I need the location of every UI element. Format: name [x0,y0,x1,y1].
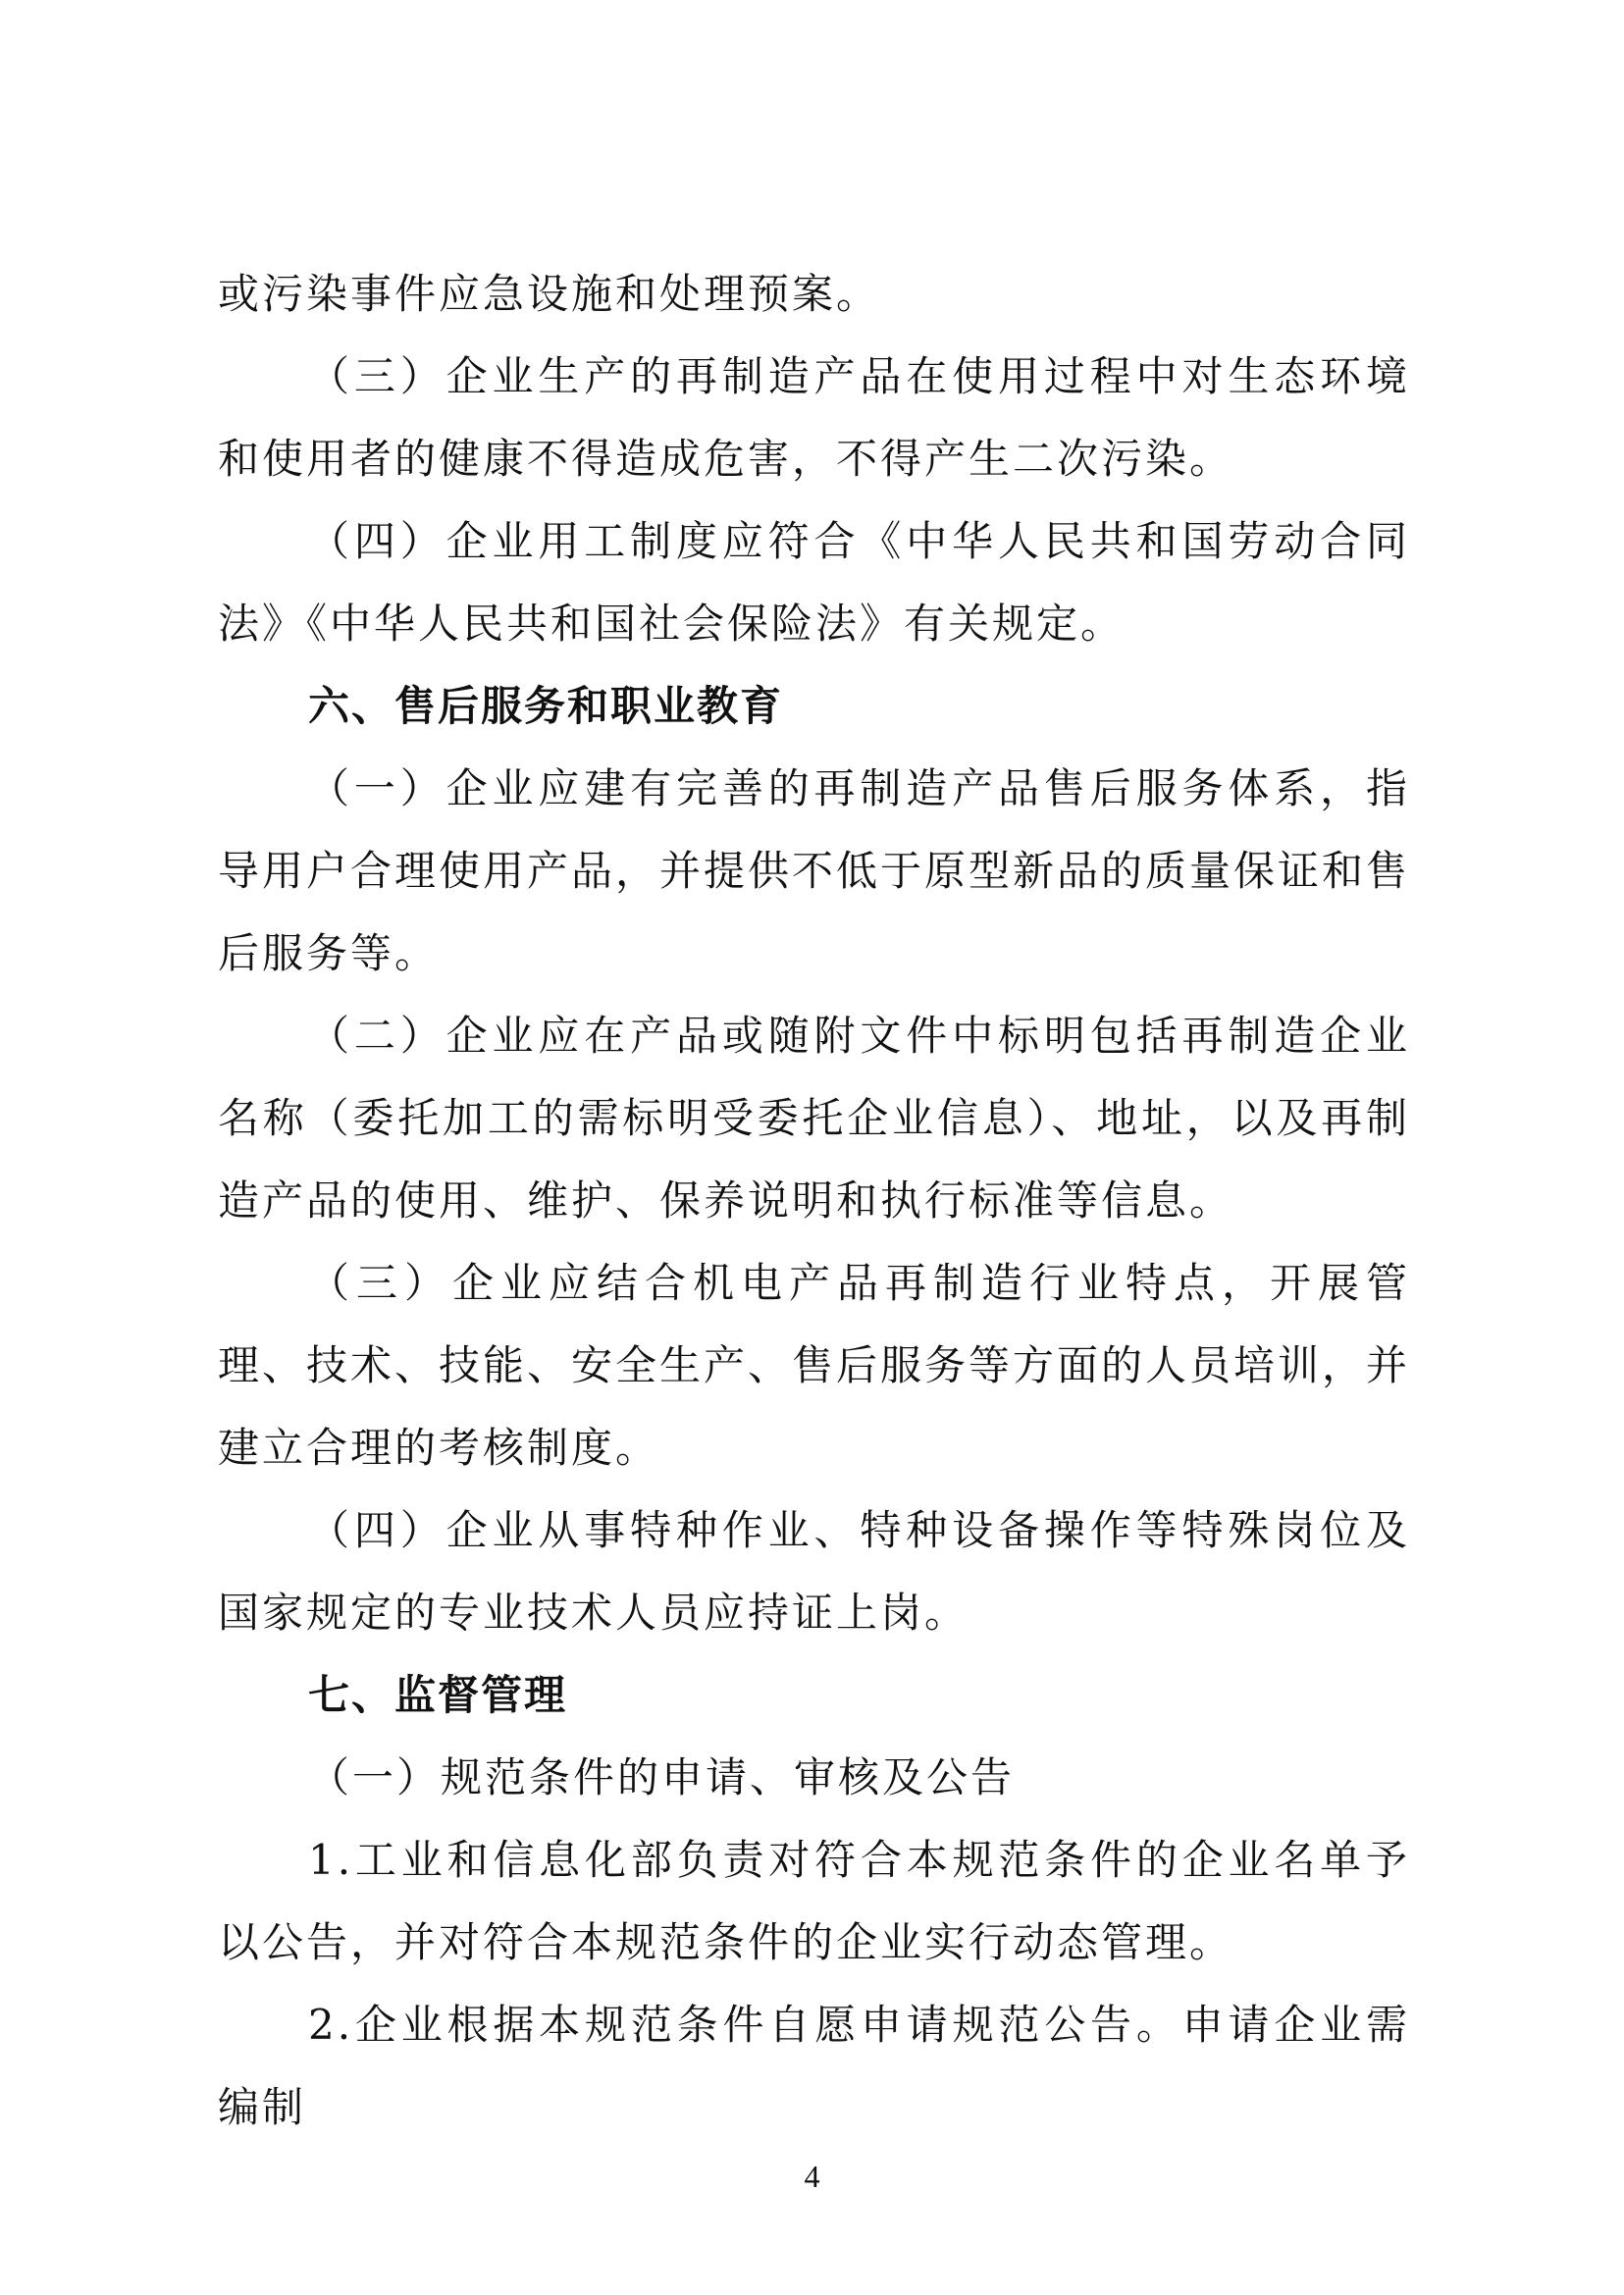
page-number: 4 [804,2159,820,2194]
paragraph: 1.工业和信息化部负责对符合本规范条件的企业名单予以公告，并对符合本规范条件的企业实行动态管理。 [218,1836,1410,1966]
paragraph: （三）企业生产的再制造产品在使用过程中对生态环境和使用者的健康不得造成危害，不得产生二次污染。 [218,352,1410,483]
section-heading: 六、售后服务和职业教育 [308,682,784,730]
paragraph: （四）企业用工制度应符合《中华人民共和国劳动合同法》《中华人民共和国社会保险法》有关规定。 [218,517,1410,648]
paragraph: （四）企业从事特种作业、特种设备操作等特殊岗位及国家规定的专业技术人员应持证上岗。 [218,1506,1410,1637]
paragraph: 2.企业根据本规范条件自愿申请规范公告。申请企业需编制 [218,2001,1410,2131]
document-body [218,253,1410,2149]
paragraph: （一）规范条件的申请、审核及公告 [308,1753,1016,1801]
paragraph: （三）企业应结合机电产品再制造行业特点，开展管理、技术、技能、安全生产、售后服务等方面的人员培训，并建立合理的考核制度。 [218,1259,1411,1472]
section-heading: 七、监督管理 [308,1671,568,1719]
paragraph: 或污染事件应急设施和处理预案。 [218,270,881,318]
paragraph: （二）企业应在产品或随附文件中标明包括再制造企业名称（委托加工的需标明受委托企业信息）、地址，以及再制造产品的使用、维护、保养说明和执行标准等信息。 [218,1012,1410,1225]
paragraph: （一）企业应建有完善的再制造产品售后服务体系，指导用户合理使用产品，并提供不低于原型新品的质量保证和售后服务等。 [218,764,1411,977]
